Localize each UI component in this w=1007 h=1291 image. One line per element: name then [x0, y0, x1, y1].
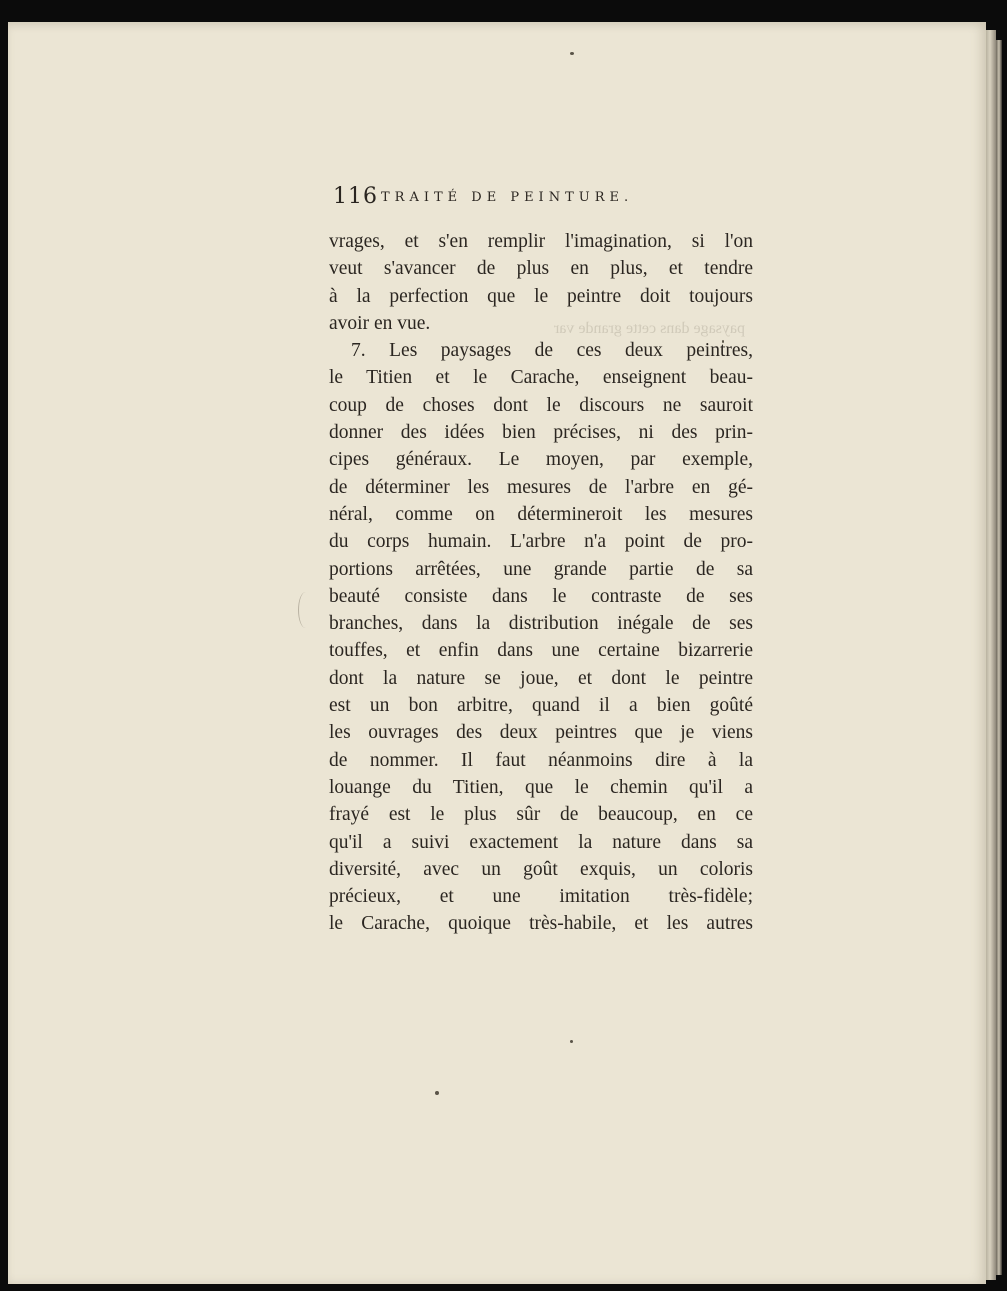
paper-speck: [435, 1091, 439, 1095]
text-line: branches, dans la distribution inégale de ses: [329, 613, 753, 635]
text-line: est un bon arbitre, quand il a bien goûté: [329, 695, 753, 717]
text-line: précieux, et une imitation très-fidèle;: [329, 886, 753, 908]
text-line: frayé est le plus sûr de beaucoup, en ce: [329, 804, 753, 826]
text-line: coup de choses dont le discours ne sauroit: [329, 394, 753, 416]
paragraph-start-line: 7. Les paysages de ces deux peintres,: [351, 340, 753, 362]
text-line: vrages, et s'en remplir l'imagination, si l'on: [329, 231, 753, 252]
page-edge-shadow: [996, 40, 1002, 1275]
text-line: donner des idées bien précises, ni des prin-: [329, 422, 753, 444]
text-line: néral, comme on détermineroit les mesures: [329, 503, 753, 525]
text-line: portions arrêtées, une grande partie de sa: [329, 558, 753, 580]
text-line: qu'il a suivi exactement la nature dans sa: [329, 831, 753, 853]
text-line: avoir en vue.: [329, 312, 431, 334]
text-line: touffes, et enfin dans une certaine bizarrerie: [329, 640, 753, 662]
running-title: TRAITÉ DE PEINTURE.: [381, 190, 634, 205]
text-line: de nommer. Il faut néanmoins dire à la: [329, 749, 753, 771]
page-edge: [986, 30, 996, 1280]
text-line: à la perfection que le peintre doit toujours: [329, 285, 753, 307]
text-line: veut s'avancer de plus en plus, et tendre: [329, 258, 753, 280]
text-line: le Carache, quoique très-habile, et les autres: [329, 913, 753, 935]
show-through-text: paysage dans cette grande var: [554, 320, 746, 337]
text-line: louange du Titien, que le chemin qu'il a: [329, 776, 753, 798]
text-line: beauté consiste dans le contraste de ses: [329, 585, 753, 607]
page-number: 116: [333, 184, 378, 209]
text-line: dont la nature se joue, et dont le peintre: [329, 667, 753, 689]
text-line: diversité, avec un goût exquis, un coloris: [329, 858, 753, 880]
paper-speck: [570, 52, 574, 55]
text-line: les ouvrages des deux peintres que je viens: [329, 722, 753, 744]
text-line: cipes généraux. Le moyen, par exemple,: [329, 449, 753, 471]
text-line: le Titien et le Carache, enseignent beau-: [329, 367, 753, 389]
margin-mark: [298, 592, 313, 628]
body-text: [329, 228, 753, 938]
text-line: du corps humain. L'arbre n'a point de pro-: [329, 531, 753, 553]
text-line: de déterminer les mesures de l'arbre en gé-: [329, 476, 753, 498]
paper-speck: [570, 1040, 573, 1043]
